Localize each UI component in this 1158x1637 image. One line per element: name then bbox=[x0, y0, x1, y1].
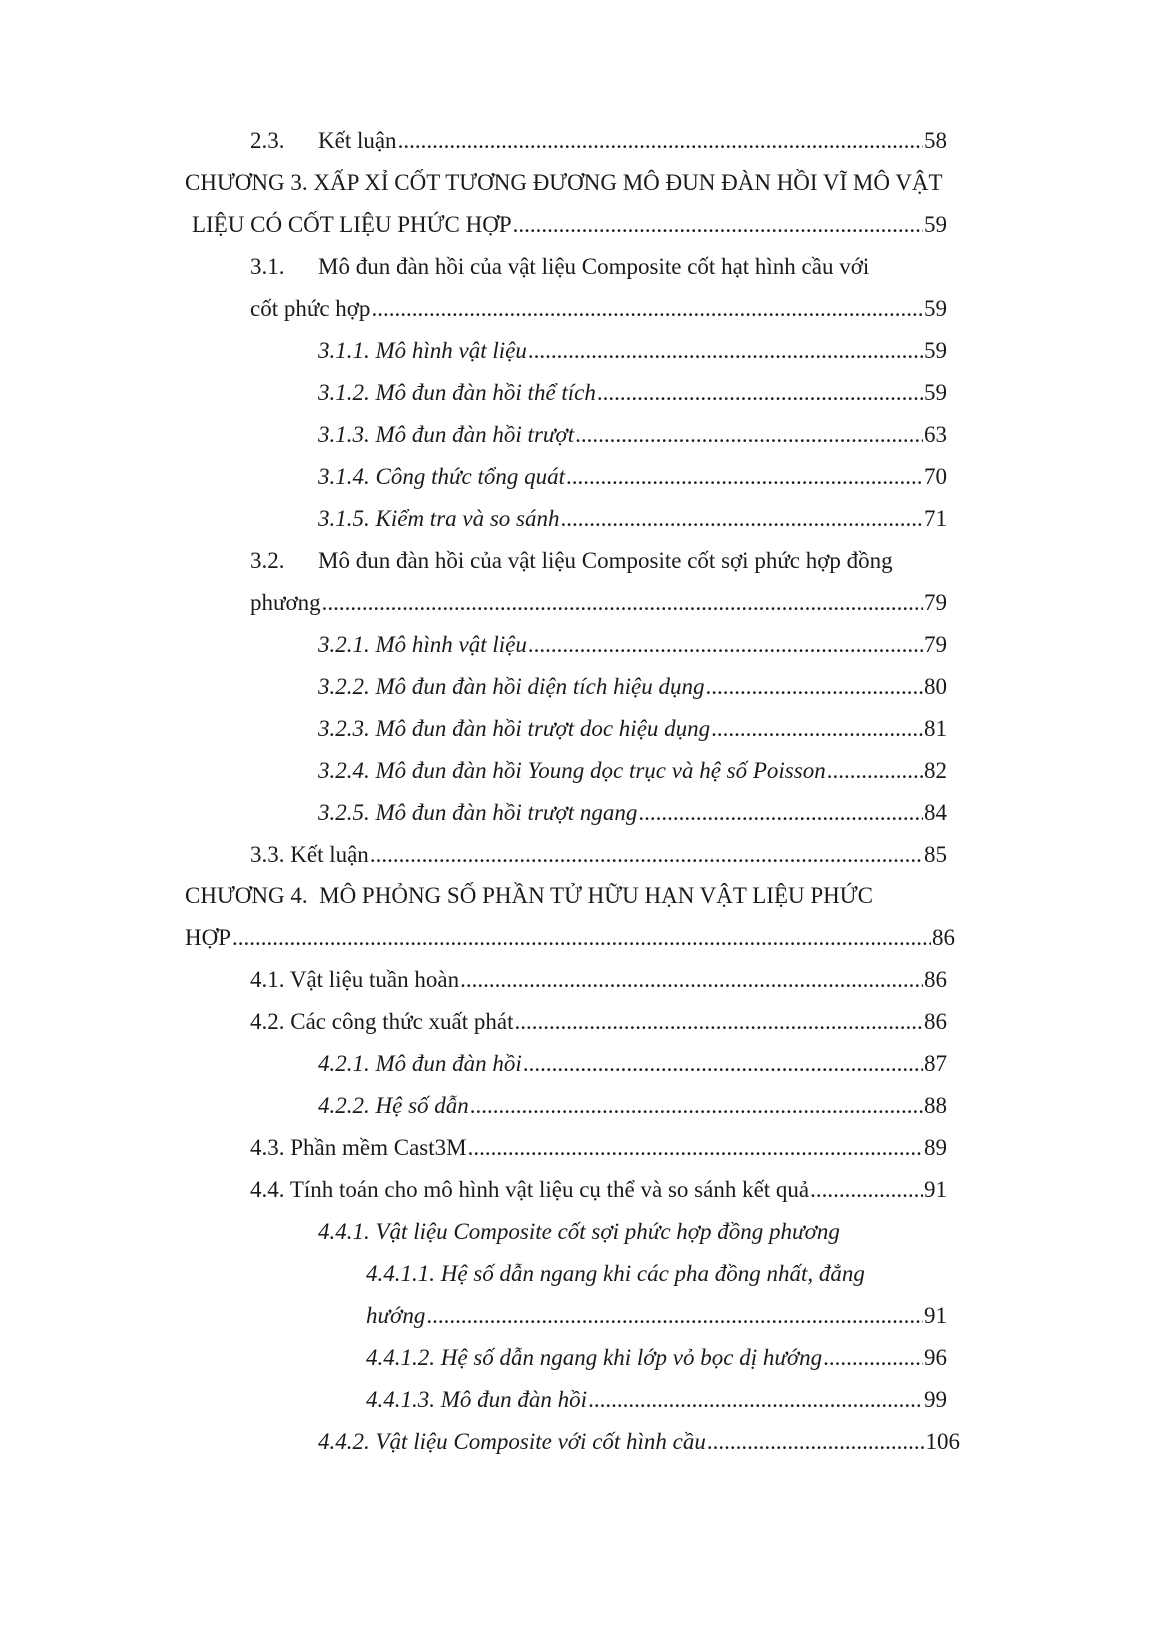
toc-leader-dots bbox=[575, 420, 923, 450]
toc-entry[interactable] bbox=[250, 1133, 947, 1163]
toc-entry-page: 59 bbox=[924, 296, 947, 321]
toc-subentry[interactable] bbox=[318, 672, 947, 702]
toc-subentry[interactable] bbox=[318, 714, 947, 744]
toc-entry-title: 4.4.1.2. Hệ số dẫn ngang khi lớp vỏ bọc dị hướng bbox=[366, 1345, 823, 1370]
toc-entry-page: 86 bbox=[924, 1009, 947, 1034]
toc-entry-title: 3.2.4. Mô đun đàn hồi Young dọc trục và hệ số Poisson bbox=[318, 758, 826, 783]
toc-leader-dots bbox=[468, 1133, 923, 1163]
toc-entry-page: 87 bbox=[924, 1051, 947, 1076]
toc-entry-title: 3.2.5. Mô đun đàn hồi trượt ngang bbox=[318, 800, 638, 825]
toc-subentry[interactable] bbox=[318, 462, 947, 492]
toc-entry-page: 86 bbox=[924, 967, 947, 992]
toc-entry-page: 59 bbox=[924, 380, 947, 405]
toc-entry-title: 3.1.4. Công thức tổng quát bbox=[318, 464, 566, 489]
toc-leader-dots bbox=[528, 336, 923, 366]
toc-leader-dots bbox=[460, 965, 923, 995]
toc-leader-dots bbox=[711, 714, 923, 744]
toc-entry-number: 2.3. bbox=[250, 128, 285, 153]
toc-entry[interactable] bbox=[250, 546, 947, 576]
toc-entry-page: 71 bbox=[924, 506, 947, 531]
toc-entry-page: 80 bbox=[924, 674, 947, 699]
toc-entry-page: 89 bbox=[924, 1135, 947, 1160]
toc-entry-title: 3.2.1. Mô hình vật liệu bbox=[318, 632, 527, 657]
toc-subentry[interactable] bbox=[318, 336, 947, 366]
toc-entry-page: 85 bbox=[924, 842, 947, 867]
toc-leader-dots bbox=[566, 462, 923, 492]
toc-entry-title: 4.2.2. Hệ số dẫn bbox=[318, 1093, 469, 1118]
toc-entry-title: 4.2.1. Mô đun đàn hồi bbox=[318, 1051, 522, 1076]
toc-chapter-heading-cont[interactable] bbox=[192, 210, 947, 240]
toc-entry-title: 4.3. Phần mềm Cast3M bbox=[250, 1135, 467, 1160]
toc-subentry[interactable] bbox=[318, 378, 947, 408]
toc-subentry[interactable] bbox=[318, 1049, 947, 1079]
toc-entry-page: 82 bbox=[924, 758, 947, 783]
toc-entry-title: cốt phức hợp bbox=[250, 296, 371, 321]
toc-entry-title: 3.3. Kết luận bbox=[250, 842, 369, 867]
toc-subentry[interactable] bbox=[318, 504, 947, 534]
toc-subentry[interactable] bbox=[318, 420, 947, 450]
toc-entry[interactable] bbox=[250, 965, 947, 995]
toc-entry-title: HỢP bbox=[185, 925, 232, 950]
toc-entry-page: 58 bbox=[924, 128, 947, 153]
toc-leader-dots bbox=[232, 923, 931, 953]
toc-entry-page: 99 bbox=[924, 1387, 947, 1412]
toc-subentry[interactable] bbox=[318, 756, 947, 786]
toc-entry-page: 96 bbox=[924, 1345, 947, 1370]
toc-entry-page: 79 bbox=[924, 632, 947, 657]
toc-entry-page: 79 bbox=[924, 590, 947, 615]
toc-entry[interactable] bbox=[250, 840, 947, 870]
toc-entry-title: hướng bbox=[366, 1303, 426, 1328]
toc-subsubentry[interactable] bbox=[366, 1259, 947, 1289]
toc-entry-cont[interactable] bbox=[250, 588, 947, 618]
toc-entry-title: 3.1.2. Mô đun đàn hồi thể tích bbox=[318, 380, 596, 405]
toc-entry[interactable] bbox=[250, 1007, 947, 1037]
toc-leader-dots bbox=[707, 1427, 925, 1457]
toc-entry-title: 3.1.3. Mô đun đàn hồi trượt bbox=[318, 422, 575, 447]
toc-entry-page: 91 bbox=[924, 1177, 947, 1202]
toc-subentry[interactable] bbox=[318, 1217, 947, 1247]
toc-chapter-heading-cont[interactable] bbox=[185, 923, 955, 953]
toc-leader-dots bbox=[470, 1091, 923, 1121]
toc-entry-page: 70 bbox=[924, 464, 947, 489]
toc-chapter-heading[interactable] bbox=[185, 168, 985, 198]
toc-entry-title: 3.1.1. Mô hình vật liệu bbox=[318, 338, 527, 363]
toc-entry-page: 63 bbox=[924, 422, 947, 447]
toc-entry-title: Mô đun đàn hồi của vật liệu Composite cốt hạt hình cầu với bbox=[318, 254, 870, 279]
toc-entry-page: 91 bbox=[924, 1303, 947, 1328]
toc-entry-title: 4.4.1. Vật liệu Composite cốt sợi phức hợp đồng phương bbox=[318, 1219, 840, 1244]
toc-leader-dots bbox=[370, 840, 923, 870]
toc-leader-dots bbox=[514, 1007, 923, 1037]
toc-entry-page: 88 bbox=[924, 1093, 947, 1118]
toc-subsubentry[interactable] bbox=[366, 1385, 947, 1415]
toc-entry-title: 4.1. Vật liệu tuần hoàn bbox=[250, 967, 460, 992]
toc-entry-page: 84 bbox=[924, 800, 947, 825]
toc-chapter-heading[interactable] bbox=[185, 881, 945, 911]
toc-entry[interactable] bbox=[250, 252, 947, 282]
toc-leader-dots bbox=[588, 1385, 923, 1415]
toc-leader-dots bbox=[371, 294, 923, 324]
toc-entry-title: 4.4. Tính toán cho mô hình vật liệu cụ thể và so sánh kết quả bbox=[250, 1177, 810, 1202]
toc-entry-page: 59 bbox=[924, 212, 947, 237]
toc-entry-number: 3.1. bbox=[250, 254, 285, 279]
toc-subsubentry-cont[interactable] bbox=[366, 1301, 947, 1331]
toc-entry-title: 4.2. Các công thức xuất phát bbox=[250, 1009, 514, 1034]
toc-leader-dots bbox=[426, 1301, 923, 1331]
toc-leader-dots bbox=[523, 1049, 923, 1079]
toc-entry-title: LIỆU CÓ CỐT LIỆU PHỨC HỢP bbox=[192, 212, 512, 237]
toc-entry-title: 4.4.1.3. Mô đun đàn hồi bbox=[366, 1387, 588, 1412]
toc-leader-dots bbox=[638, 798, 923, 828]
toc-leader-dots bbox=[810, 1175, 923, 1205]
toc-entry[interactable] bbox=[250, 1175, 947, 1205]
toc-leader-dots bbox=[823, 1343, 923, 1373]
toc-leader-dots bbox=[528, 630, 923, 660]
toc-entry-title: 4.4.2. Vật liệu Composite với cốt hình cầu bbox=[318, 1429, 706, 1454]
toc-entry-title: 4.4.1.1. Hệ số dẫn ngang khi các pha đồng nhất, đẳng bbox=[366, 1261, 865, 1286]
toc-subentry[interactable] bbox=[318, 798, 947, 828]
toc-entry-page: 59 bbox=[924, 338, 947, 363]
toc-leader-dots bbox=[827, 756, 923, 786]
toc-entry-title: 3.1.5. Kiểm tra và so sánh bbox=[318, 506, 560, 531]
toc-entry-title: phương bbox=[250, 590, 321, 615]
toc-leader-dots bbox=[398, 126, 923, 156]
toc-entry-title: Kết luận bbox=[318, 128, 397, 153]
toc-entry-page: 81 bbox=[924, 716, 947, 741]
toc-entry-title: CHƯƠNG 3. XẤP XỈ CỐT TƯƠNG ĐƯƠNG MÔ ĐUN ĐÀN HỒI VĨ MÔ VẬT bbox=[185, 170, 943, 195]
toc-entry-title: 3.2.2. Mô đun đàn hồi diện tích hiệu dụng bbox=[318, 674, 705, 699]
toc-entry-title: CHƯƠNG 4. MÔ PHỎNG SỐ PHẦN TỬ HỮU HẠN VẬT LIỆU PHỨC bbox=[185, 883, 873, 908]
toc-entry-cont[interactable] bbox=[250, 294, 947, 324]
toc-leader-dots bbox=[322, 588, 923, 618]
toc-entry[interactable] bbox=[250, 126, 947, 156]
toc-subsubentry[interactable] bbox=[366, 1343, 947, 1373]
toc-leader-dots bbox=[706, 672, 924, 702]
toc-subentry[interactable] bbox=[318, 630, 947, 660]
toc-leader-dots bbox=[561, 504, 924, 534]
toc-subentry[interactable] bbox=[318, 1091, 947, 1121]
toc-subentry[interactable] bbox=[318, 1427, 960, 1457]
toc-leader-dots bbox=[513, 210, 923, 240]
toc-entry-page: 106 bbox=[925, 1429, 960, 1454]
toc-entry-page: 86 bbox=[932, 925, 955, 950]
toc-leader-dots bbox=[597, 378, 923, 408]
toc-entry-title: 3.2.3. Mô đun đàn hồi trượt doc hiệu dụng bbox=[318, 716, 711, 741]
toc-entry-title: Mô đun đàn hồi của vật liệu Composite cốt sợi phức hợp đồng bbox=[318, 548, 893, 573]
toc-entry-number: 3.2. bbox=[250, 548, 285, 573]
